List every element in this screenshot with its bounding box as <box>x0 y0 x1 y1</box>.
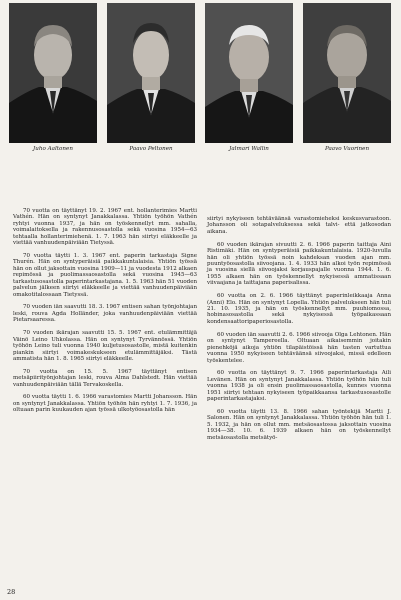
paragraph: 60 vuoden ikärajan sivuutti 2. 6. 1966 paperin taittaja Aini Ristimäki. Hän on syntyperäisiä paikkakuntalaisia. 1920-luvulla hän oli yhtiön työssä noin kahdeksan vuoden ajan mm. puuntyöosastolla siivoojana. 1. 4. 1933 hän alkoi työn repimössä ja vuosina siellä siivoojaksi korjauspajalle vuonna 1944. 1. 6. 1955 alkaen hän on työskennellyt nykyisessä ammatissaan viivaajana ja taittajana paperisalissa. <box>207 241 391 287</box>
paragraph: 60 vuotta on 2. 6. 1966 täyttänyt paperinleikkaaja Anna (Anni) Elo. Hän on syntynyt Lopella. Yhtiön palvelukseen hän tuli 21. 10. 1935, ja hän on työskennellyt mm. puuhiomossa, hobinasosastolla sekä nykyisessä työpaikassaan kondensaattoripaperiosastolla. <box>207 293 391 325</box>
left-text-column <box>13 208 197 420</box>
portrait-photo-row <box>9 3 393 156</box>
photo-caption: Paavo Peltonen <box>129 146 173 152</box>
paragraph: 60 vuotta on täyttänyt 9. 7. 1966 paperintarkastaja Aili Levänen. Hän on syntynyt Janakkalassa. Yhtiön työhön hän tuli vuonna 1938 ja oli ensin puolimassaosastolla, kunnes vuonna 1951 siirtyi tehtaan nykyiseen työpaikkaansa tarkastusosastolle paperintarkastajaksi. <box>207 370 391 403</box>
paragraph: 60 vuotta täytti 13. 8. 1966 sahan työntekijä Martti J. Salonen. Hän on syntynyt Janakkalassa. Yhtiön työhön hän tuli 1. 5. 1932, ja hän on ollut mm. metsäosastossa jaksottain vuosina 1934—38. 10. 6. 1939 alkaen hän on työskennellyt metsäosastolla metsätyö- <box>207 408 391 441</box>
portrait-photo-icon <box>107 3 195 143</box>
portrait-photo-icon <box>303 3 391 143</box>
right-text-column <box>207 216 391 447</box>
photo-caption: Jalmari Wallin <box>229 146 269 152</box>
paragraph: 70 vuotta on täyttänyt 19. 2. 1967 ent. hollanterimies Martti Vathén. Hän on syntynyt Janakkalassa. Yhtiön työhön Vathén ryhtyi vuonna 1937, ja hän on työskennellyt mm. sahalla, voimalaitoksella ja rakennusosastolla sekä vuosina 1954—63 tehtaalla hollanterimiehenä. 1. 7. 1963 hän siirtyi eläkkeelle ja viettää vanhuudenpäiviään Tietyssä. <box>13 208 197 247</box>
photo-caption: Paavo Vuorinen <box>324 146 370 152</box>
paragraph: 70 vuoden ikärajan saavutti 15. 5. 1967 ent. etulämmittäjä Väinö Leino Uhkolassa. Hän on syntynyt Tyrvännössä. Yhtiön työhön Leino tuli vuonna 1940 kuljetusosastolle, mistä kuitenkin piankin siirtyi voimakeskukseen etulämmittäjäksi. Tästä ammatista hän 1. 8. 1965 siirtyi eläkkeelle. <box>13 330 197 362</box>
paragraph: 60 vuotta täytti 1. 6. 1966 varastomies Martti Johansson. Hän on syntynyt Janakkalassa. Yhtiön työhön hän ryhtyi 1. 7. 1936, ja oltuaan parin kuukauden ajan työssä ulkotyöosastolla hän <box>13 394 197 414</box>
paragraph: 70 vuotta on 15. 5. 1967 täyttänyt entisen metsäpiirityönjohtajan leski, rouva Alma Dahlstedt. Hän viettää vanhuudenpäiviään tällä Tervakoskella. <box>13 368 197 388</box>
paragraph: 70 vuotta täytti 1. 3. 1967 ent. paperin tarkastaja Signe Thurén. Hän on syntyperäisiä paikkakuntalaisia. Yhtiön työssä hän on ollut jaksottain vuosina 1909—11 ja vuodesta 1912 alkaen repimössä ja puolimassaosastolla sekä vuosina 1945—63 tarkastusosastolla paperintarkastajana. 1. 5. 1963 hän 51 vuoden palvelun jälkeen siirtyi eläkkeelle ja viettää vanhuudenpäiviään omakotitalossaan Tietyssä. <box>13 253 197 298</box>
paragraph: 70 vuoden iän saavutti 18. 3. 1967 entisen sahan työnjohtajan leski, rouva Agda Holländer, joka vanhuudenpäiviään viettää Pietarsaaressa. <box>13 304 197 324</box>
photo-caption: Juho Aaltonen <box>33 146 73 152</box>
portrait-photo-icon <box>9 3 97 143</box>
page-number: 28 <box>7 588 16 596</box>
paragraph: 60 vuoden iän saavutti 2. 6. 1966 siivooja Olga Lehtonen. Hän on syntynyt Tampereella. Oltuaan aikaisemmin joitakin pienehköjä aikoja yhtiön tilapäistöissä hän tasten vartuttua vuonna 1950 nykyiseen tehtäväänsä siivoojaksi, missä edelleen työskentelee. <box>207 331 391 364</box>
paragraph: siirtyi nykyiseen tehtäväänsä varastomieheksi keskusvarastoon. Johansson oli sotapalveluksessa sekä talvi- että jatkosodan aikana. <box>207 216 391 235</box>
portrait-photo-icon <box>205 3 293 143</box>
